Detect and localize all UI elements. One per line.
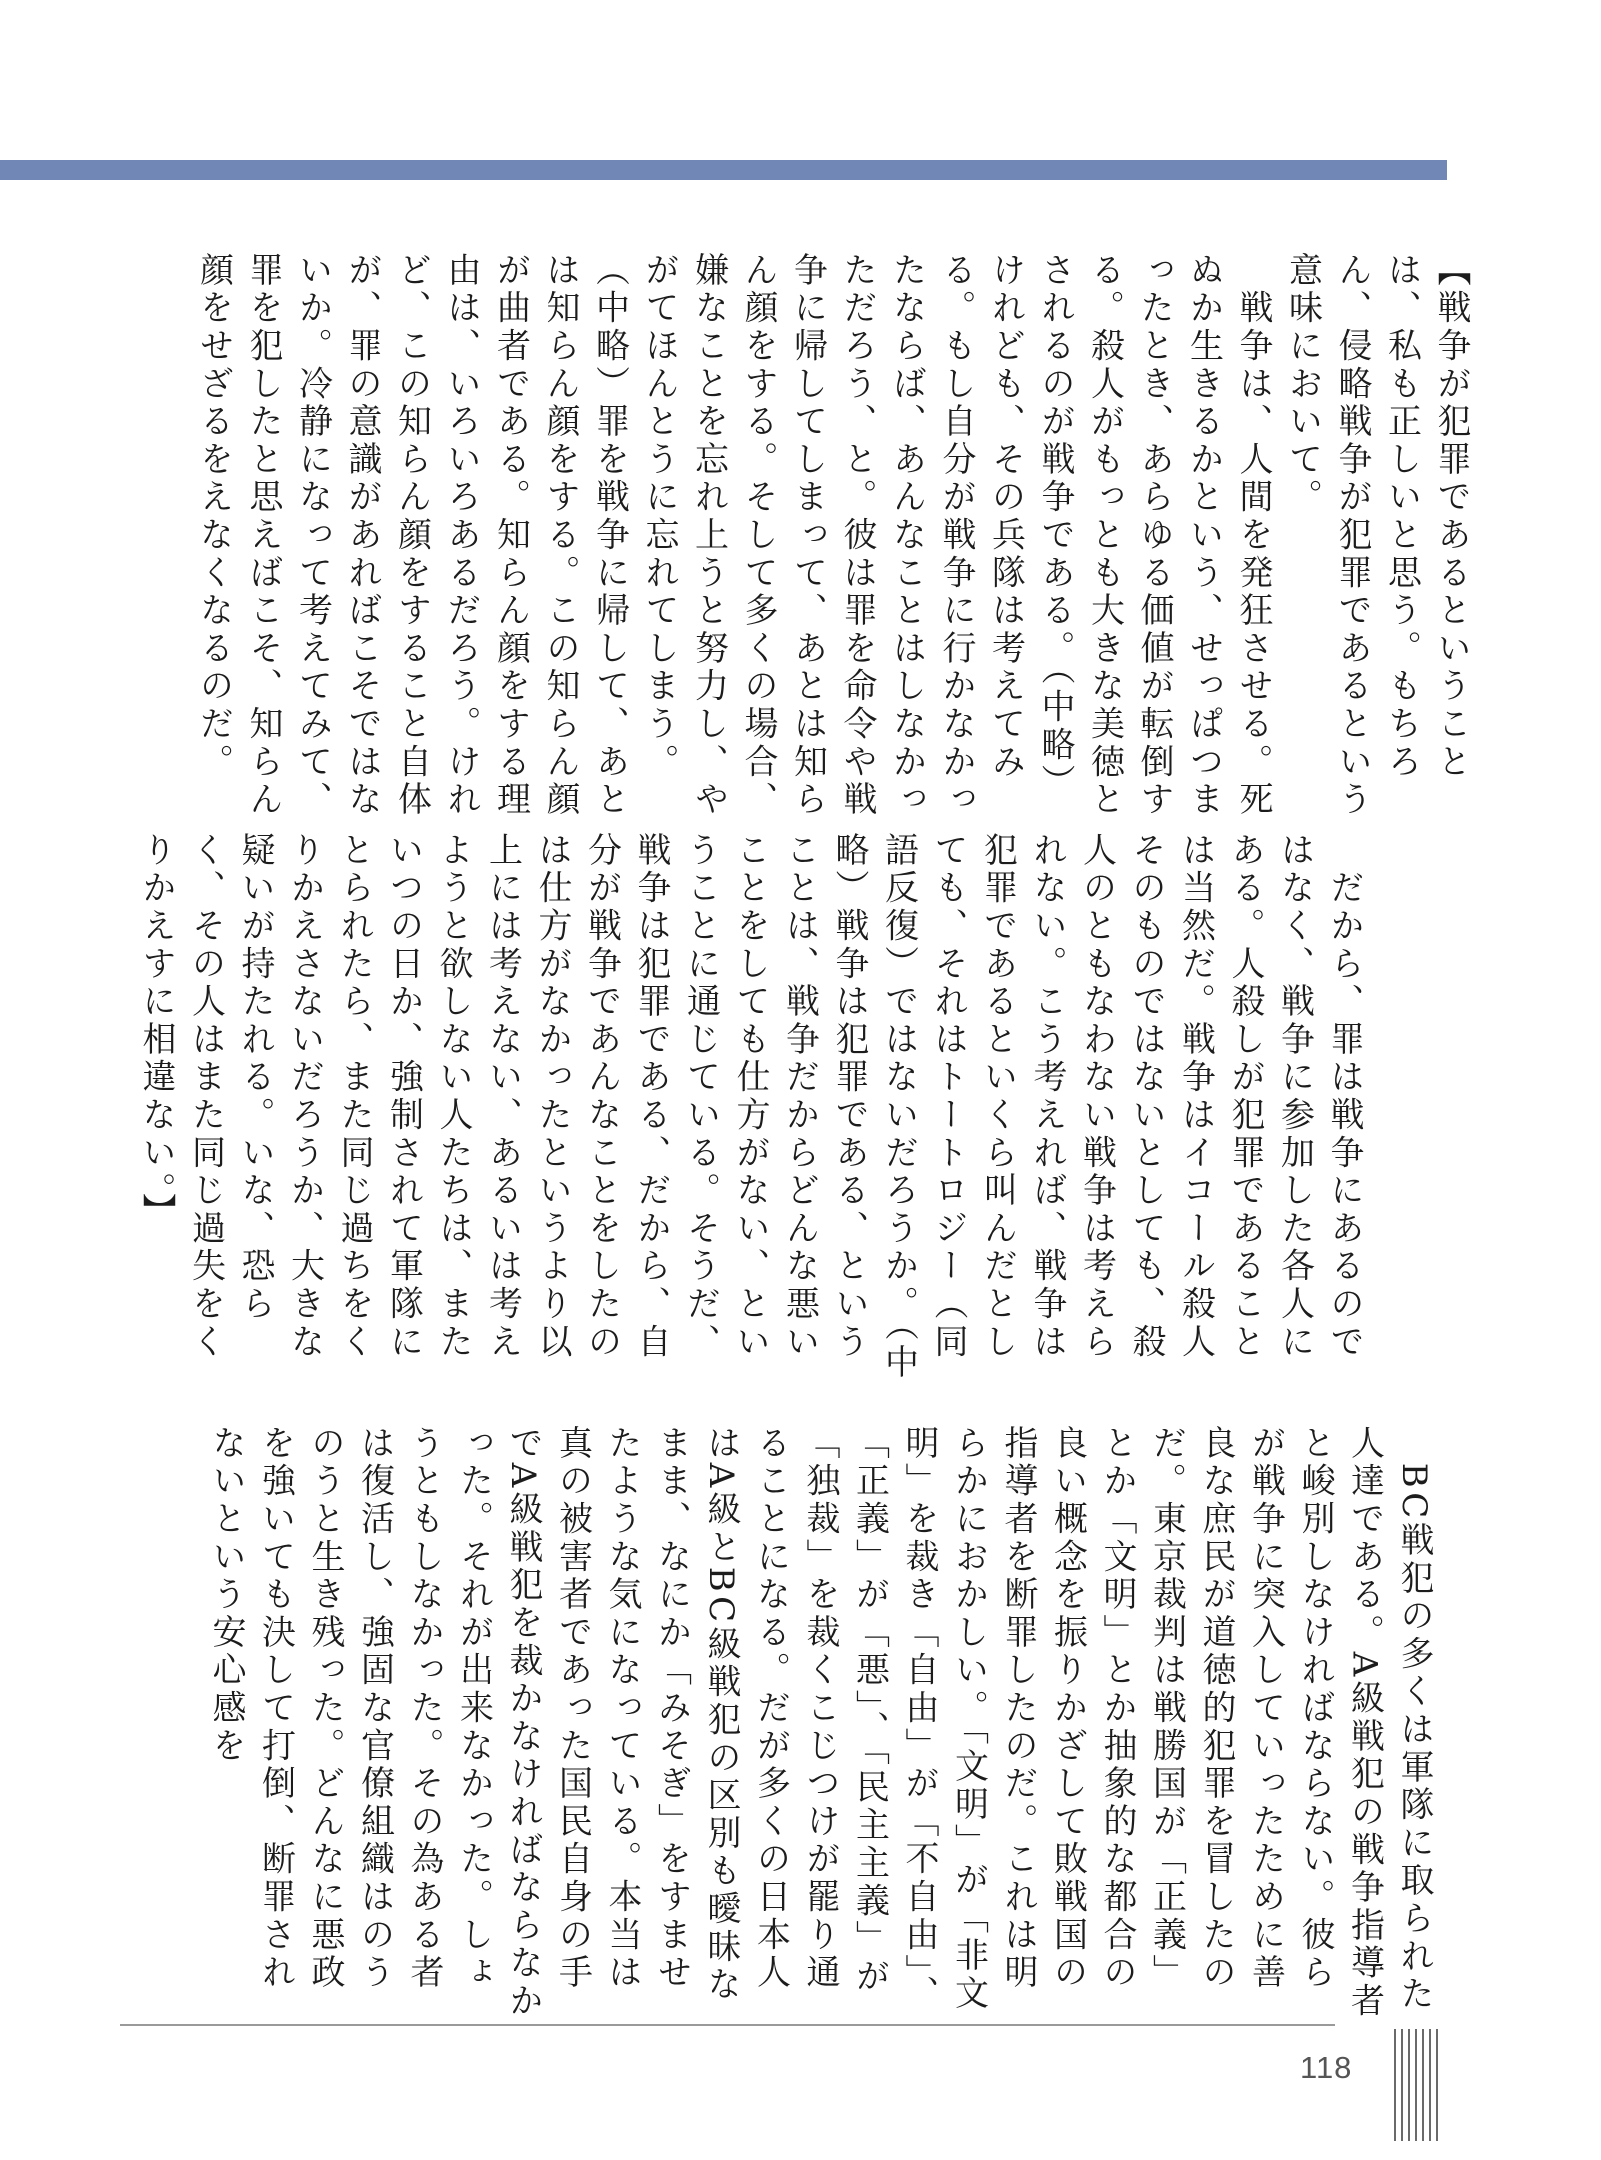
footer-rule <box>120 2024 1335 2026</box>
commentary-block <box>128 1425 1438 2025</box>
quote-block-middle <box>128 832 1368 1382</box>
page-edge-lines <box>1392 2029 1452 2141</box>
quote-block-top <box>128 252 1475 832</box>
quote-paragraph-2: 戦争は、人間を発狂させる。死ぬか生きるかという、せっぱつまったとき、あらゆる価値が転倒する。殺人がもっとも大きな美徳とされるのが戦争である。（中略）けれども、その兵隊は考えてみる。もし自分が戦争に行かなかったならば、あんなことはしなかっただろう、と。彼は罪を命令や戦争に帰してしまって、あとは知らん顔をする。そして多くの場合、嫌なことを忘れ上うと努力し、やがてほんとうに忘れてしまう。（中略）罪を戦争に帰して、あとは知らん顔をする。この知らん顔が曲者である。知らん顔をする理由は、いろいろあるだろう。けれど、この知らん顔をすること自体が、罪の意識があればこそではないか。冷静になって考えてみて、罪を犯したと思えばこそ、知らん顔をせざるをえなくなるのだ。 <box>193 252 1273 819</box>
page-number: 118 <box>1300 2050 1353 2085</box>
quote-paragraph-1: 【戦争が犯罪であるということは、私も正しいと思う。もちろん、侵略戦争が犯罪であるという意味において。 <box>1282 252 1471 819</box>
commentary-paragraph: BC戦犯の多くは軍隊に取られた人達である。A級戦犯の戦争指導者と峻別しなければならない。彼らが戦争に突入していったために善良な庶民が道徳的犯罪を冒したのだ。東京裁判は戦勝国が「正義」とか「文明」とか抽象的な都合の良い概念を振りかざして敗戦国の指導者を断罪したのだ。これは明らかにおかしい。「文明」が「非文明」を裁き「自由」が「不自由」、「正義」が「悪」、「民主主義」が「独裁」を裁くこじつけが罷り通ることになる。だが多くの日本人はA級とBC級戦犯の区別も曖昧なまま、なにか「みそぎ」をすませたような気になっている。本当は真の被害者であった国民自身の手でA級戦犯を裁かなければならなかった。それが出来なかった。しょうともしなかった。その為ある者は復活し、強固な官僚組織はのうのうと生き残った。どんなに悪政を強いても決して打倒、断罪されないという安心感を <box>206 1425 1434 2021</box>
quote-paragraph-3: だから、罪は戦争にあるのではなく、戦争に参加した各人にある。人殺しが犯罪であることは当然だ。戦争はイコール殺人そのものではないとしても、殺人のともなわない戦争は考えられない。こう考えれば、戦争は犯罪であるといくら叫んだとしても、それはトートロジー（同語反復）ではないだろうか。（中略）戦争は犯罪である、ということは、戦争だからどんな悪いことをしても仕方がない、ということに通じている。そうだ、戦争は犯罪である、だから、自分が戦争であんなことをしたのは仕方がなかったというより以上には考えない、あるいは考えようと欲しない人たちは、またいつの日か、強制されて軍隊にとられたら、また同じ過ちをくりかえさないだろうか、大きな疑いが持たれる。いな、恐らく、その人はまた同じ過失をくりかえすに相違ない。】 <box>136 832 1364 1382</box>
header-color-band <box>0 160 1447 180</box>
